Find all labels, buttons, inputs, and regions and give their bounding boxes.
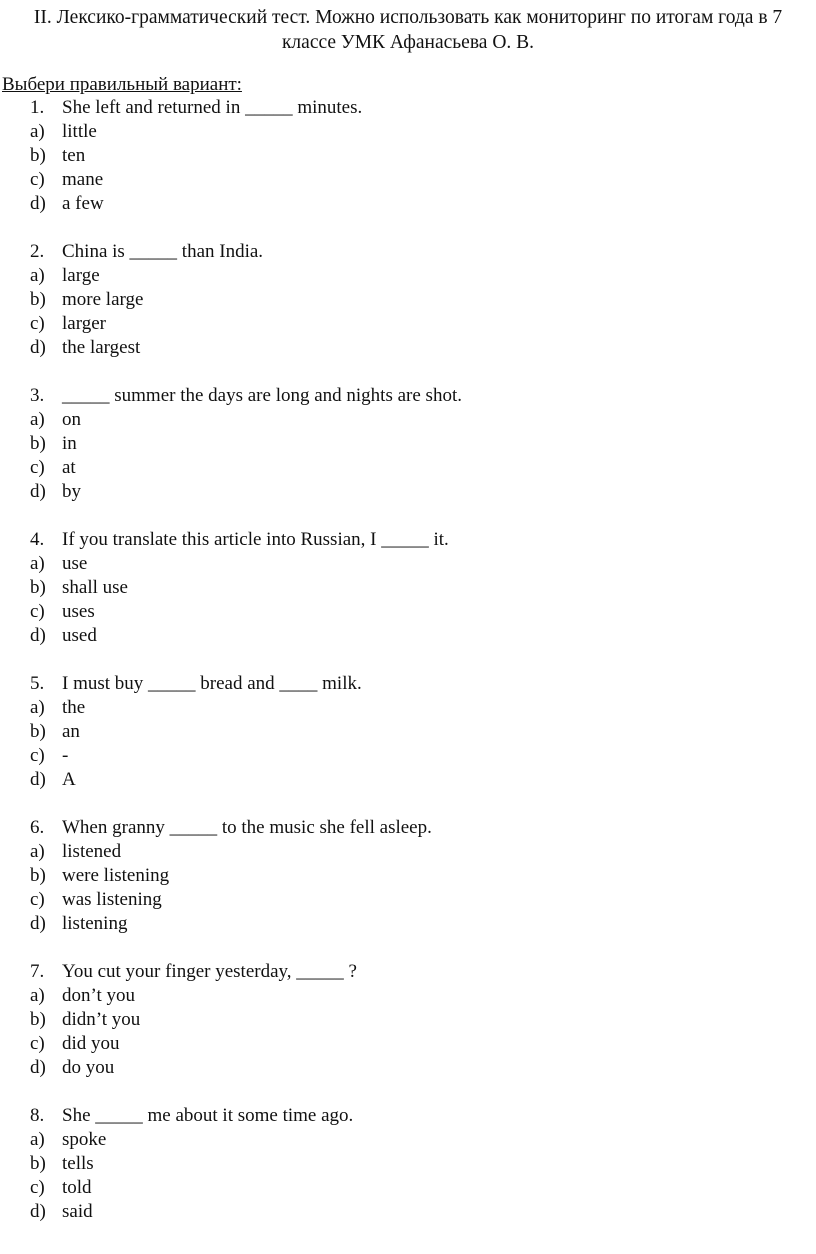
option-text: large xyxy=(62,265,100,286)
option-letter: d) xyxy=(30,625,46,646)
option-letter: c) xyxy=(30,1177,45,1198)
option-row xyxy=(30,984,800,1008)
question-row xyxy=(30,1104,800,1128)
question-row xyxy=(30,672,800,696)
option-text: was listening xyxy=(62,889,162,910)
option-text: did you xyxy=(62,1033,120,1054)
question-number: 3. xyxy=(30,385,45,406)
option-row xyxy=(30,168,800,192)
question-row xyxy=(30,960,800,984)
question-block xyxy=(30,672,800,792)
option-text: do you xyxy=(62,1057,115,1078)
question-text: When granny _____ to the music she fell asleep. xyxy=(62,817,432,838)
option-row xyxy=(30,840,800,864)
question-row xyxy=(30,96,800,120)
option-row xyxy=(30,1032,800,1056)
option-text: tells xyxy=(62,1153,94,1174)
question-number: 1. xyxy=(30,97,45,118)
option-text: listened xyxy=(62,841,122,862)
option-letter: d) xyxy=(30,193,46,214)
option-row xyxy=(30,576,800,600)
option-letter: c) xyxy=(30,313,45,334)
option-text: uses xyxy=(62,601,95,622)
option-text: A xyxy=(62,769,76,790)
option-letter: b) xyxy=(30,865,46,886)
option-letter: c) xyxy=(30,169,45,190)
option-text: shall use xyxy=(62,577,128,598)
option-text: used xyxy=(62,625,97,646)
option-row xyxy=(30,144,800,168)
question-number: 4. xyxy=(30,529,45,550)
option-letter: a) xyxy=(30,121,45,142)
option-text: in xyxy=(62,433,77,454)
option-letter: a) xyxy=(30,697,45,718)
question-number: 8. xyxy=(30,1105,45,1126)
option-text: by xyxy=(62,481,81,502)
option-row xyxy=(30,336,800,360)
option-text: spoke xyxy=(62,1129,107,1150)
document-title xyxy=(0,6,816,55)
option-row xyxy=(30,480,800,504)
question-block xyxy=(30,240,800,360)
option-row xyxy=(30,696,800,720)
question-block xyxy=(30,528,800,648)
question-text: _____ summer the days are long and nights are shot. xyxy=(62,385,462,406)
question-text: If you translate this article into Russian, I _____ it. xyxy=(62,529,449,550)
option-row xyxy=(30,552,800,576)
option-row xyxy=(30,312,800,336)
option-row xyxy=(30,264,800,288)
option-text: more large xyxy=(62,289,144,310)
option-letter: b) xyxy=(30,721,46,742)
option-letter: b) xyxy=(30,577,46,598)
option-letter: d) xyxy=(30,769,46,790)
option-row xyxy=(30,1200,800,1224)
option-row xyxy=(30,864,800,888)
question-list xyxy=(30,96,800,1248)
option-letter: b) xyxy=(30,145,46,166)
option-letter: d) xyxy=(30,481,46,502)
option-text: told xyxy=(62,1177,92,1198)
option-row xyxy=(30,432,800,456)
question-row xyxy=(30,528,800,552)
option-row xyxy=(30,624,800,648)
option-text: at xyxy=(62,457,76,478)
question-number: 6. xyxy=(30,817,45,838)
question-block xyxy=(30,960,800,1080)
option-letter: b) xyxy=(30,433,46,454)
option-row xyxy=(30,120,800,144)
question-number: 5. xyxy=(30,673,45,694)
option-row xyxy=(30,1152,800,1176)
option-text: the xyxy=(62,697,86,718)
option-text: an xyxy=(62,721,80,742)
option-letter: c) xyxy=(30,889,45,910)
question-block xyxy=(30,96,800,216)
option-row xyxy=(30,408,800,432)
option-row xyxy=(30,720,800,744)
option-letter: d) xyxy=(30,1201,46,1222)
option-text: don’t you xyxy=(62,985,136,1006)
option-row xyxy=(30,1056,800,1080)
question-text: She _____ me about it some time ago. xyxy=(62,1105,354,1126)
option-text: listening xyxy=(62,913,128,934)
option-text: larger xyxy=(62,313,106,334)
question-text: You cut your finger yesterday, _____ ? xyxy=(62,961,357,982)
instructions-text: Выбери правильный вариант: xyxy=(2,74,242,95)
option-letter: a) xyxy=(30,1129,45,1150)
option-text: on xyxy=(62,409,81,430)
option-row xyxy=(30,912,800,936)
option-text: use xyxy=(62,553,88,574)
question-number: 7. xyxy=(30,961,45,982)
question-block xyxy=(30,384,800,504)
option-letter: d) xyxy=(30,1057,46,1078)
title-line-1: II. Лексико-грамматический тест. Можно использовать как мониторинг по итогам года в 7 xyxy=(33,7,783,28)
option-letter: a) xyxy=(30,265,45,286)
option-letter: d) xyxy=(30,337,46,358)
option-row xyxy=(30,456,800,480)
option-text: said xyxy=(62,1201,93,1222)
option-letter: c) xyxy=(30,601,45,622)
option-text: were listening xyxy=(62,865,170,886)
question-number: 2. xyxy=(30,241,45,262)
question-row xyxy=(30,816,800,840)
option-text: the largest xyxy=(62,337,141,358)
option-letter: a) xyxy=(30,841,45,862)
option-letter: a) xyxy=(30,985,45,1006)
option-text: - xyxy=(62,745,69,766)
option-row xyxy=(30,1008,800,1032)
option-row xyxy=(30,192,800,216)
option-letter: c) xyxy=(30,457,45,478)
option-row xyxy=(30,288,800,312)
question-block xyxy=(30,1104,800,1224)
option-letter: c) xyxy=(30,1033,45,1054)
option-text: ten xyxy=(62,145,86,166)
question-text: China is _____ than India. xyxy=(62,241,264,262)
question-text: I must buy _____ bread and ____ milk. xyxy=(62,673,362,694)
option-letter: b) xyxy=(30,289,46,310)
option-letter: a) xyxy=(30,553,45,574)
option-row xyxy=(30,888,800,912)
question-block xyxy=(30,816,800,936)
option-letter: d) xyxy=(30,913,46,934)
option-text: little xyxy=(62,121,97,142)
title-line-2: классе УМК Афанасьева О. В. xyxy=(281,31,535,53)
option-row xyxy=(30,1128,800,1152)
option-row xyxy=(30,600,800,624)
option-letter: c) xyxy=(30,745,45,766)
option-row xyxy=(30,768,800,792)
option-letter: a) xyxy=(30,409,45,430)
option-row xyxy=(30,1176,800,1200)
option-text: a few xyxy=(62,193,104,214)
question-text: She left and returned in _____ minutes. xyxy=(62,97,363,118)
option-text: mane xyxy=(62,169,104,190)
question-row xyxy=(30,384,800,408)
option-letter: b) xyxy=(30,1009,46,1030)
option-letter: b) xyxy=(30,1153,46,1174)
question-row xyxy=(30,240,800,264)
option-text: didn’t you xyxy=(62,1009,141,1030)
option-row xyxy=(30,744,800,768)
